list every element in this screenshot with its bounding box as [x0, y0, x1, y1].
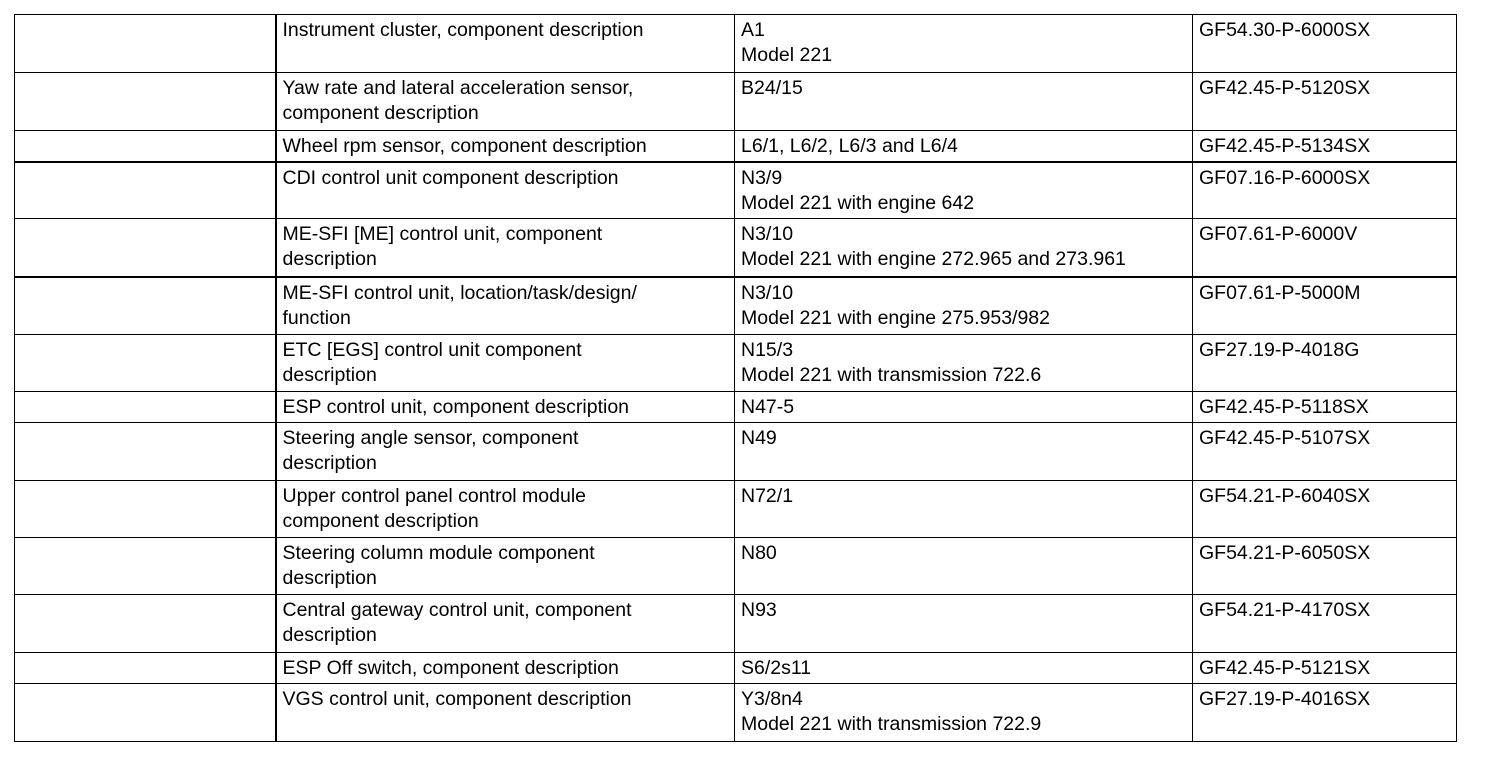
- description-text: ME-SFI [ME] control unit, component: [282, 223, 603, 245]
- table-row: [15, 73, 1457, 131]
- table-row: [15, 392, 1457, 423]
- document-number: GF42.45-P-5120SX: [1199, 77, 1371, 99]
- document-number: GF07.61-P-6000V: [1199, 223, 1358, 245]
- document-number: GF54.21-P-6040SX: [1199, 485, 1371, 507]
- description-text: description: [282, 364, 377, 386]
- blank-cell: [15, 423, 276, 481]
- document-cell: [1193, 595, 1457, 653]
- blank-cell: [15, 538, 276, 595]
- table-row: [15, 162, 1457, 219]
- document-number: GF27.19-P-4016SX: [1199, 688, 1371, 710]
- description-text: function: [282, 306, 351, 329]
- component-code: L6/1, L6/2, L6/3 and L6/4: [741, 135, 958, 157]
- document-cell: [1193, 162, 1457, 219]
- description-text: Steering angle sensor, component: [282, 427, 579, 449]
- document-cell: [1193, 15, 1457, 73]
- description-cell: [276, 335, 735, 392]
- table-row: [15, 684, 1457, 742]
- component-cell: [735, 73, 1193, 131]
- component-code: B24/15: [741, 77, 803, 99]
- component-cell: [735, 219, 1193, 277]
- table-row: [15, 335, 1457, 392]
- description-cell: [276, 219, 735, 277]
- description-cell: [276, 162, 735, 219]
- description-text: component description: [282, 510, 479, 532]
- component-cell: [735, 131, 1193, 163]
- blank-cell: [15, 392, 276, 423]
- blank-cell: [15, 653, 276, 684]
- component-code: N49: [741, 427, 777, 449]
- component-cell: [735, 423, 1193, 481]
- document-number: GF54.21-P-6050SX: [1199, 542, 1371, 564]
- document-number: GF54.30-P-6000SX: [1199, 19, 1371, 41]
- component-cell: [735, 684, 1193, 742]
- table-row: [15, 595, 1457, 653]
- component-note: Model 221 with engine 275.953/982: [741, 306, 1050, 329]
- description-cell: [276, 684, 735, 742]
- component-code: N80: [741, 542, 777, 564]
- blank-cell: [15, 684, 276, 742]
- component-code: N15/3: [741, 339, 794, 361]
- blank-cell: [15, 131, 276, 163]
- description-text: ETC [EGS] control unit component: [282, 339, 582, 361]
- description-text: Wheel rpm sensor, component description: [282, 135, 647, 157]
- component-cell: [735, 595, 1193, 653]
- document-cell: [1193, 653, 1457, 684]
- component-cell: [735, 335, 1193, 392]
- description-text: description: [282, 452, 377, 474]
- description-text: Central gateway control unit, component: [282, 599, 632, 621]
- description-text: CDI control unit component description: [282, 167, 619, 189]
- document-number: GF54.21-P-4170SX: [1199, 599, 1371, 621]
- blank-cell: [15, 73, 276, 131]
- component-code: N3/10: [741, 223, 794, 245]
- description-cell: [276, 538, 735, 595]
- component-code: N3/9: [741, 167, 783, 189]
- document-cell: [1193, 219, 1457, 277]
- document-cell: [1193, 684, 1457, 742]
- description-cell: [276, 131, 735, 163]
- component-code: Y3/8n4: [741, 688, 803, 710]
- table-row: [15, 423, 1457, 481]
- table-row: [15, 15, 1457, 73]
- component-cell: [735, 653, 1193, 684]
- component-code: S6/2s11: [741, 657, 812, 679]
- document-number: GF42.45-P-5121SX: [1199, 657, 1371, 679]
- component-cell: [735, 481, 1193, 538]
- blank-cell: [15, 335, 276, 392]
- description-text: Yaw rate and lateral acceleration sensor,: [282, 77, 634, 99]
- component-note: Model 221 with engine 272.965 and 273.961: [741, 248, 1126, 270]
- document-number: GF42.45-P-5118SX: [1199, 396, 1369, 418]
- component-note: Model 221: [741, 44, 833, 66]
- description-text: component description: [282, 102, 479, 124]
- description-cell: [276, 481, 735, 538]
- document-cell: [1193, 538, 1457, 595]
- document-cell: [1193, 277, 1457, 335]
- blank-cell: [15, 15, 276, 73]
- blank-cell: [15, 595, 276, 653]
- table-row: [15, 481, 1457, 538]
- blank-cell: [15, 219, 276, 277]
- component-code: N72/1: [741, 485, 794, 507]
- document-cell: [1193, 73, 1457, 131]
- component-code: N93: [741, 599, 777, 621]
- blank-cell: [15, 162, 276, 219]
- document-number: GF07.16-P-6000SX: [1199, 167, 1371, 189]
- description-cell: [276, 595, 735, 653]
- component-note: Model 221 with engine 642: [741, 192, 975, 214]
- description-text: ME-SFI control unit, location/task/design/: [282, 281, 637, 304]
- component-code: A1: [741, 19, 765, 41]
- document-cell: [1193, 423, 1457, 481]
- description-text: Steering column module component: [282, 542, 595, 564]
- component-code: N47-5: [741, 396, 795, 418]
- description-cell: [276, 73, 735, 131]
- table-row: [15, 131, 1457, 163]
- table-row: [15, 653, 1457, 684]
- component-cell: [735, 538, 1193, 595]
- component-note: Model 221 with transmission 722.9: [741, 713, 1042, 735]
- description-cell: [276, 15, 735, 73]
- document-number: GF42.45-P-5107SX: [1199, 427, 1371, 449]
- component-document-table: [14, 14, 1457, 742]
- component-code: N3/10: [741, 281, 794, 304]
- document-cell: [1193, 481, 1457, 538]
- component-cell: [735, 162, 1193, 219]
- table-row: [15, 277, 1457, 335]
- description-text: Upper control panel control module: [282, 485, 587, 507]
- description-text: VGS control unit, component description: [282, 688, 632, 710]
- table-row: [15, 219, 1457, 277]
- description-cell: [276, 423, 735, 481]
- document-cell: [1193, 131, 1457, 163]
- description-cell: [276, 392, 735, 423]
- description-text: description: [282, 567, 377, 589]
- description-text: description: [282, 624, 377, 646]
- description-text: ESP control unit, component description: [282, 396, 630, 418]
- document-number: GF27.19-P-4018G: [1199, 339, 1360, 361]
- description-text: ESP Off switch, component description: [282, 657, 619, 679]
- blank-cell: [15, 481, 276, 538]
- document-number: GF42.45-P-5134SX: [1199, 135, 1371, 157]
- document-number: GF07.61-P-5000M: [1199, 281, 1361, 304]
- description-text: description: [282, 248, 377, 270]
- description-cell: [276, 277, 735, 335]
- description-cell: [276, 653, 735, 684]
- table-row: [15, 538, 1457, 595]
- component-note: Model 221 with transmission 722.6: [741, 364, 1042, 386]
- document-cell: [1193, 335, 1457, 392]
- document-cell: [1193, 392, 1457, 423]
- component-cell: [735, 277, 1193, 335]
- description-text: Instrument cluster, component description: [282, 19, 644, 41]
- component-cell: [735, 15, 1193, 73]
- blank-cell: [15, 277, 276, 335]
- component-cell: [735, 392, 1193, 423]
